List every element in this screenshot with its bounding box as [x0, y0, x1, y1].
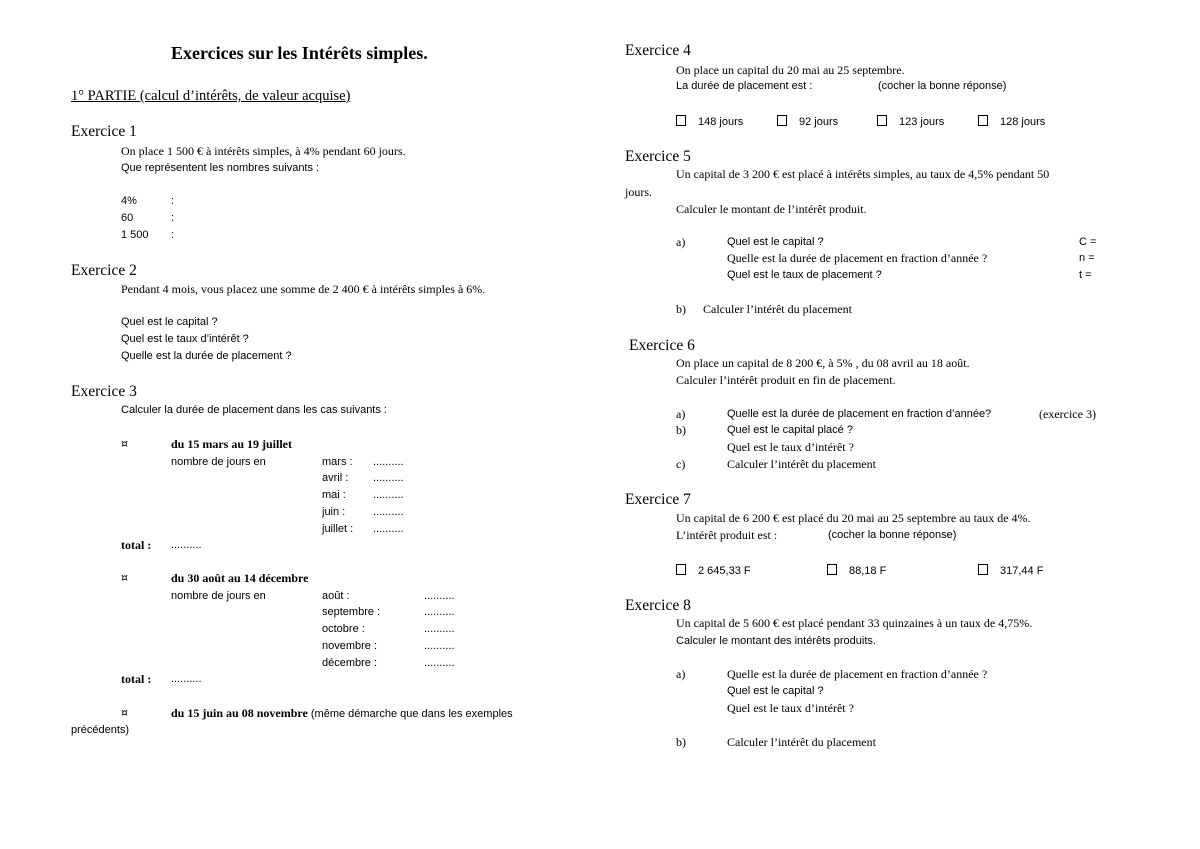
- exercise-7-heading: Exercice 7: [625, 491, 691, 508]
- choice-label: 92 jours: [799, 116, 839, 128]
- exercise-7-statement: Un capital de 6 200 € est placé du 20 mai au 25 septembre au taux de 4%.: [676, 511, 1031, 525]
- exercise-8-question: Quelle est la durée de placement en fraction d’année ?: [727, 667, 988, 681]
- item-letter: a): [676, 235, 686, 249]
- answer-label: n =: [1079, 252, 1095, 264]
- exercise-3-case-note-end: précédents): [71, 724, 130, 736]
- exercise-5-statement-end: jours.: [625, 185, 652, 199]
- month-label: juin :: [322, 506, 346, 518]
- exercise-8-question: Calculer l’intérêt du placement: [727, 735, 876, 749]
- choice-option[interactable]: [877, 115, 944, 129]
- choice-label: 123 jours: [899, 116, 945, 128]
- exercise-7-question: L’intérêt produit est :: [676, 528, 778, 542]
- exercise-8-heading: Exercice 8: [625, 597, 691, 614]
- choice-label: 2 645,33 F: [698, 565, 751, 577]
- exercise-2-question: Quel est le taux d’intérêt ?: [121, 333, 249, 345]
- answer-blank: ..........: [373, 472, 404, 484]
- exercise-3-case-title: du 15 mars au 19 juillet: [171, 437, 293, 451]
- exercise-2-question: Quel est le capital ?: [121, 316, 218, 328]
- exercise-2-heading: Exercice 2: [71, 262, 137, 279]
- item-letter: b): [676, 302, 686, 316]
- exercise-8-question: Quel est le capital ?: [727, 685, 824, 697]
- answer-blank: ..........: [424, 606, 455, 618]
- exercise-3-case-note: (même démarche que dans les exemples: [307, 708, 513, 720]
- exercise-5-question: Calculer l’intérêt du placement: [703, 302, 852, 316]
- choice-label: 128 jours: [1000, 116, 1046, 128]
- month-label: octobre :: [322, 623, 365, 635]
- month-label: août :: [322, 590, 350, 602]
- exercise-1-item: 60: [121, 212, 134, 224]
- exercise-3-case-label: nombre de jours en: [171, 590, 266, 602]
- choice-option[interactable]: [777, 115, 838, 129]
- choice-label: 317,44 F: [1000, 565, 1044, 577]
- exercise-1-item-colon: :: [171, 212, 175, 224]
- choice-option[interactable]: [676, 115, 743, 129]
- month-label: mai :: [322, 489, 346, 501]
- exercise-5-question: Quelle est la durée de placement en fraction d’année ?: [727, 251, 988, 265]
- exercise-3-case-label: nombre de jours en: [171, 456, 266, 468]
- exercise-4-heading: Exercice 4: [625, 42, 691, 59]
- exercise-4-instruction: (cocher la bonne réponse): [878, 80, 1007, 92]
- exercise-5-heading: Exercice 5: [625, 148, 691, 165]
- exercise-1-heading: Exercice 1: [71, 123, 137, 140]
- exercise-6-question: Calculer l’intérêt du placement: [727, 457, 876, 471]
- exercise-1-item: 4%: [121, 195, 137, 207]
- checkbox-icon[interactable]: [676, 115, 686, 126]
- item-letter: b): [676, 423, 686, 437]
- part-heading: 1° PARTIE (calcul d’intérêts, de valeur acquise): [71, 88, 351, 104]
- month-label: décembre :: [322, 657, 378, 669]
- exercise-6-question: Quel est le taux d’intérêt ?: [727, 440, 854, 454]
- exercise-3-case-3: [171, 707, 513, 721]
- total-label: total :: [121, 672, 152, 686]
- choice-option[interactable]: [978, 115, 1045, 129]
- month-label: juillet :: [322, 523, 354, 535]
- exercise-5-question: Quel est le capital ?: [727, 236, 824, 248]
- exercise-3-case-title: du 30 août au 14 décembre: [171, 571, 309, 585]
- checkbox-icon[interactable]: [676, 564, 686, 575]
- exercise-1-statement: On place 1 500 € à intérêts simples, à 4% pendant 60 jours.: [121, 144, 406, 158]
- exercise-5-statement: Un capital de 3 200 € est placé à intérêts simples, au taux de 4,5% pendant 50: [676, 167, 1050, 181]
- bullet-icon: ¤: [121, 437, 128, 450]
- exercise-6-statement: On place un capital de 8 200 €, à 5% , du 08 avril au 18 août.: [676, 356, 970, 370]
- choice-label: 148 jours: [698, 116, 744, 128]
- checkbox-icon[interactable]: [978, 564, 988, 575]
- total-label: total :: [121, 538, 152, 552]
- choice-option[interactable]: [676, 564, 751, 578]
- checkbox-icon[interactable]: [827, 564, 837, 575]
- checkbox-icon[interactable]: [877, 115, 887, 126]
- item-letter: c): [676, 457, 686, 471]
- exercise-5-question: Quel est le taux de placement ?: [727, 269, 882, 281]
- exercise-3-case-title: du 15 juin au 08 novembre: [171, 706, 308, 720]
- exercise-3-heading: Exercice 3: [71, 383, 137, 400]
- choice-label: 88,18 F: [849, 565, 887, 577]
- answer-blank: ..........: [373, 456, 404, 468]
- exercise-1-item: 1 500: [121, 229, 149, 241]
- answer-blank: ..........: [373, 489, 404, 501]
- answer-label: t =: [1079, 269, 1092, 281]
- answer-blank: ..........: [373, 506, 404, 518]
- month-label: avril :: [322, 472, 349, 484]
- month-label: mars :: [322, 456, 353, 468]
- exercise-4-question: La durée de placement est :: [676, 80, 813, 92]
- exercise-1-item-colon: :: [171, 229, 175, 241]
- exercise-8-task: Calculer le montant des intérêts produits.: [676, 635, 876, 647]
- choice-option[interactable]: [827, 564, 886, 578]
- exercise-8-statement: Un capital de 5 600 € est placé pendant 33 quinzaines à un taux de 4,75%.: [676, 616, 1033, 630]
- item-letter: b): [676, 735, 686, 749]
- exercise-6-question: Quelle est la durée de placement en fraction d’année?: [727, 408, 992, 420]
- answer-blank: ..........: [171, 673, 202, 685]
- item-letter: a): [676, 407, 686, 421]
- answer-blank: ..........: [171, 539, 202, 551]
- answer-blank: ..........: [424, 590, 455, 602]
- bullet-icon: ¤: [121, 571, 128, 584]
- exercise-2-statement: Pendant 4 mois, vous placez une somme de 2 400 € à intérêts simples à 6%.: [121, 282, 486, 296]
- checkbox-icon[interactable]: [978, 115, 988, 126]
- exercise-8-question: Quel est le taux d’intérêt ?: [727, 701, 854, 715]
- page-title: Exercices sur les Intérêts simples.: [171, 43, 428, 63]
- answer-blank: ..........: [373, 523, 404, 535]
- choice-option[interactable]: [978, 564, 1043, 578]
- exercise-3-intro: Calculer la durée de placement dans les cas suivants :: [121, 404, 387, 416]
- answer-blank: ..........: [424, 640, 455, 652]
- exercise-5-task: Calculer le montant de l’intérêt produit.: [676, 202, 867, 216]
- exercise-6-heading: Exercice 6: [629, 337, 695, 354]
- exercise-6-question: Quel est le capital placé ?: [727, 424, 853, 436]
- answer-blank: ..........: [424, 623, 455, 635]
- exercise-6-task: Calculer l’intérêt produit en fin de placement.: [676, 373, 896, 387]
- month-label: septembre :: [322, 606, 381, 618]
- item-letter: a): [676, 667, 686, 681]
- bullet-icon: ¤: [121, 706, 128, 719]
- checkbox-icon[interactable]: [777, 115, 787, 126]
- answer-blank: ..........: [424, 657, 455, 669]
- answer-label: C =: [1079, 236, 1097, 248]
- exercise-7-instruction: (cocher la bonne réponse): [828, 529, 957, 541]
- exercise-4-statement: On place un capital du 20 mai au 25 septembre.: [676, 63, 905, 77]
- month-label: novembre :: [322, 640, 378, 652]
- exercise-6-note: (exercice 3): [1039, 407, 1096, 421]
- exercise-1-question: Que représentent les nombres suivants :: [121, 162, 320, 174]
- exercise-1-item-colon: :: [171, 195, 175, 207]
- exercise-2-question: Quelle est la durée de placement ?: [121, 350, 292, 362]
